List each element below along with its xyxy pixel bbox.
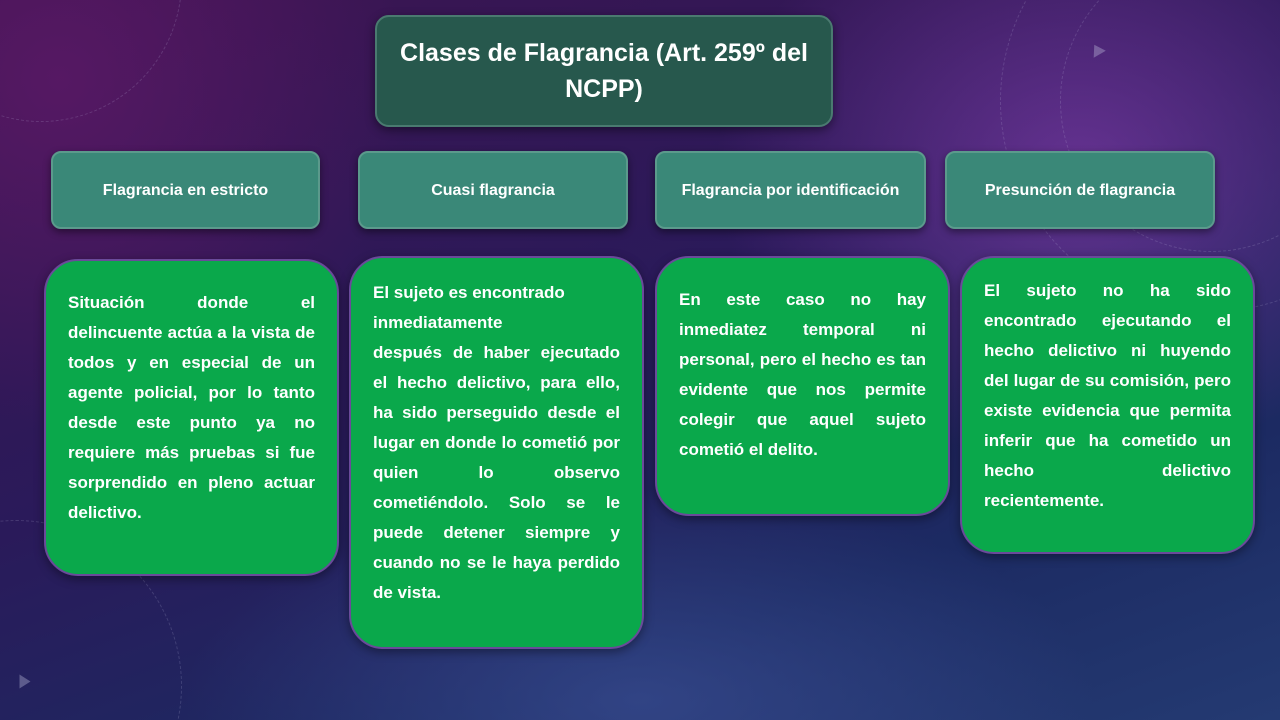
description-line: después de haber ejecutado el hecho delictivo, para ello, ha sido perseguido desde el lugar en donde lo cometió por quien lo observo cometiéndolo. Solo se le puede detener siempre y cuando no se le haya perdido de vista.: [373, 343, 620, 602]
description-box-identificacion: [655, 256, 950, 516]
description-text: Situación donde el delincuente actúa a la vista de todos y en especial de un agente policial, por lo tanto desde este punto ya no requiere más pruebas si fue sorprendido en pleno actuar delictivo.: [68, 293, 315, 522]
category-heading: Cuasi flagrancia: [431, 181, 555, 199]
category-heading: Flagrancia en estricto: [102, 181, 269, 199]
category-identificacion: [655, 151, 926, 229]
description-text: En este caso no hay inmediatez temporal ni personal, pero el hecho es tan evidente que nos permite colegir que aquel sujeto cometió el delito.: [679, 290, 926, 459]
description-line: El sujeto es encontrado inmediatamente: [373, 283, 565, 332]
decorative-triangle-icon: [20, 675, 31, 689]
category-presuncion: [945, 151, 1215, 229]
decorative-ring-icon: [0, 0, 182, 122]
description-text: [373, 278, 620, 608]
diagram-title-box: [375, 15, 833, 127]
category-heading: Presunción de flagrancia: [984, 181, 1176, 199]
category-estricto: [51, 151, 320, 229]
diagram-title: Clases de Flagrancia (Art. 259º del NCPP): [400, 39, 808, 103]
category-heading: Flagrancia por identificación: [681, 181, 900, 199]
category-cuasi: [358, 151, 628, 229]
description-box-presuncion: [960, 256, 1255, 554]
description-box-estricto: [44, 259, 339, 576]
description-box-cuasi: [349, 256, 644, 649]
description-text: El sujeto no ha sido encontrado ejecutando el hecho delictivo ni huyendo del lugar de su comisión, pero existe evidencia que permita inferir que ha cometido un hecho delictivo recientemente.: [984, 281, 1231, 510]
